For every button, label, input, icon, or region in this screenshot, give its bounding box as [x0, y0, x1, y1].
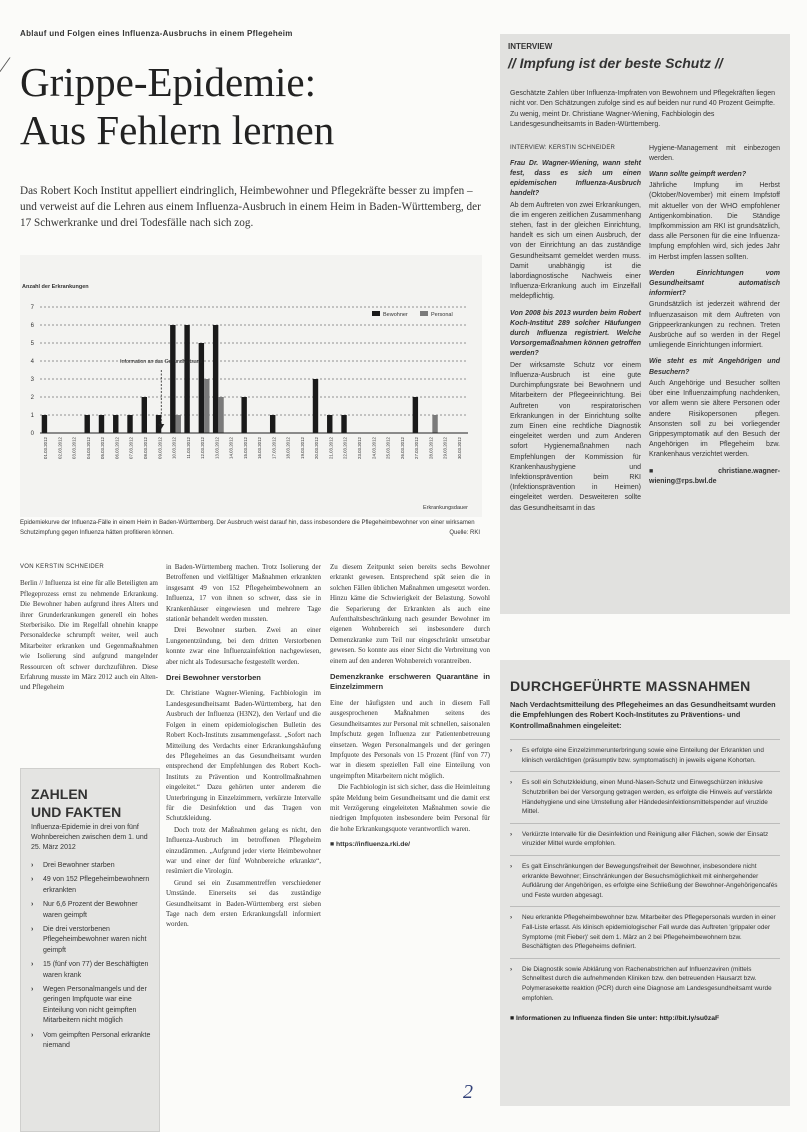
facts-intro: Influenza-Epidemie in drei von fünf Wohnbereichen zwischen dem 1. und 25. März 2012 [31, 824, 148, 851]
bar-bewohner [313, 379, 318, 433]
x-tick-label: 23.03.2012 [357, 437, 362, 459]
x-tick-label: 22.03.2012 [342, 437, 348, 459]
bar-bewohner [341, 415, 346, 433]
facts-box [20, 768, 160, 1132]
bar-personal [176, 415, 181, 433]
y-tick-label: 7 [30, 305, 34, 311]
measures-item: › Die Diagnostik sowie Abklärung von Rachenabstrichen auf Influenzaviren (mittels Schnelltest durch die aufnehmenden Kliniken bzw. den betreuenden Hausarzt bzw. Polymerasekette reaktion (PCR) durch eine Diagnose am Landesgesundheitsamt wurde empfohlen. [510, 958, 780, 1009]
interview-box [500, 34, 790, 614]
article-column-1 [20, 562, 158, 694]
y-tick-label: 1 [30, 413, 34, 419]
interview-title: // Impfung ist der beste Schutz // [508, 55, 723, 71]
interview-email[interactable]: ■ christiane.wagner-wiening@rps.bwl.de [649, 467, 780, 485]
col3-subheading: Demenzkranke erschweren Quarantäne in Einzelzimmern [330, 672, 490, 692]
lead-paragraph: Das Robert Koch Institut appelliert eindringlich, Heimbewohner und Pflegekräfte besser zu impfen – und verweist auf die Lehren aus einem Influenza-Ausbruch in einem Heim in Baden-Württemberg, der 17 Schwerkranke und drei Todesfälle nach sich zog. [20, 185, 481, 229]
title-line-2: Aus Fehlern lernen [20, 107, 335, 153]
col3-paragraph: Eine der häufigsten und auch in diesem Fall ausgesprochenen Maßnahmen seitens des Gesundheitsamtes zur Personal mit schnellen, saisonalen Impfschutz gegen Influenza zur Patientenbetreuung einsetzen. Wegen Personalmangels und der geringen Impfquote des Personals von 15 Prozent (fünf von 77) war in diesem speziellen Fall eine Einteilung von ungeimpften Mitarbeitern nicht möglich. [330, 698, 490, 780]
interview-byline: INTERVIEW: KERSTIN SCHNEIDER [510, 144, 616, 151]
col2-paragraph: Drei Bewohner starben. Zwei an einer Lungenentzündung, bei dem dritten Verstorbenen konnte zwar eine Influenzainfektion nachgewiesen, aber nicht als Todesursache festgestellt werden. [166, 626, 321, 666]
interview-col-right [649, 143, 780, 514]
interview-question: Wann sollte geimpft werden? [649, 171, 747, 179]
facts-title: ZAHLEN UND FAKTEN [31, 786, 122, 820]
x-tick-label: 29.03.2012 [442, 437, 448, 459]
page-number: 2 [463, 1081, 473, 1103]
y-axis-label: Anzahl der Erkrankungen [22, 284, 89, 290]
x-tick-label: 24.03.2012 [371, 437, 377, 459]
facts-item: › Vom geimpften Personal erkrankte niemand [31, 1031, 151, 1052]
col2-paragraph: Doch trotz der Maßnahmen gelang es nicht, den Influenza-Ausbruch im betroffenen Pflegeheim einzudämmen. „Aufgrund jeder vierte Heimbewohner war und einer der fünf Wohnbereiche erkrankte“, resümiert die Virologin. [166, 825, 321, 876]
measures-item: › Es soll ein Schutzkleidung, einen Mund-Nasen-Schutz und Einwegschürzen inklusive Schutzbrillen bei der Versorgung getragen werden, es erfolgte die Hinweis auf verstärkte Händehygiene und eine Umstellung aller Händedesinfektionsmittelspender auf viruzide Mittel. [510, 771, 780, 822]
facts-item: › 15 (fünf von 77) der Beschäftigten waren krank [31, 960, 151, 981]
rki-link[interactable]: ■ https://influenza.rki.de/ [330, 841, 411, 849]
x-tick-label: 25.03.2012 [385, 437, 391, 459]
x-tick-label: 12.03.2012 [200, 437, 206, 459]
measures-intro: Nach Verdachtsmitteilung des Pflegeheimes an das Gesundheitsamt wurden die Empfehlungen des Robert Koch-Institutes zu Präventions- und Kontrollmaßnahmen eingeleitet: [510, 700, 776, 730]
bar-bewohner [413, 397, 418, 433]
x-axis-label: Erkrankungsdauer [423, 505, 468, 511]
x-tick-label: 02.03.2012 [57, 437, 63, 459]
author-byline: VON KERSTIN SCHNEIDER [20, 564, 104, 570]
x-tick-label: 09.03.2012 [157, 437, 163, 459]
y-tick-label: 2 [30, 395, 34, 401]
interview-answer: Hygiene-Management mit einbezogen werden. [649, 144, 780, 162]
title-line-1: Grippe-Epidemie: [20, 59, 317, 105]
x-tick-label: 13.03.2012 [214, 437, 220, 459]
col1-text: Berlin // Influenza ist eine für alle Beteiligten am Pflegeprozess ernst zu nehmende Erkrankung. Die Bewohner haben aufgrund ihres Alters und ihrer Grunderkrankungen generell ein hohes Sterberisiko. Die im Regelfall ohnehin knappe Personaldecke schrumpft weiter, weil auch Mitarbeiter erkranken und Gegenmaßnahmen wie Isolierung sind aufgrund mangelnder Ressourcen oft schwer durchzuführen. Diese Erfahrung musste im März 2012 auch ein Alten- und Pflegeheim [20, 579, 158, 692]
x-tick-label: 04.03.2012 [85, 437, 91, 459]
facts-item: › Die drei verstorbenen Pflegeheimbewohner waren nicht geimpft [31, 925, 151, 956]
interview-tag: INTERVIEW [508, 42, 553, 51]
measures-title: DURCHGEFÜHRTE MASSNAHMEN [510, 678, 751, 694]
bar-bewohner [99, 415, 104, 433]
bar-bewohner [170, 325, 175, 433]
annotation-text: Information an das Gesundheitsamt [120, 358, 203, 365]
x-tick-label: 14.03.2012 [228, 437, 234, 459]
bar-bewohner [85, 415, 90, 433]
bar-bewohner [270, 415, 275, 433]
measures-item: › Verkürzte Intervalle für die Desinfektion und Reinigung aller Flächen, sowie der Einsatz viruzider Mittel wurde empfohlen. [510, 823, 780, 855]
y-tick-label: 0 [30, 431, 34, 437]
interview-question: Von 2008 bis 2013 wurden beim Robert Koch-Institut 289 solcher Häufungen durch Influenza registriert. Welche Vorsorgemaßnahmen können getroffen werden? [510, 309, 641, 358]
bar-bewohner [127, 415, 132, 433]
bar-bewohner [113, 415, 118, 433]
x-tick-label: 07.03.2012 [128, 437, 134, 459]
measures-list [500, 739, 790, 1009]
measures-box [500, 660, 790, 1106]
interview-answer: Grundsätzlich ist jederzeit während der Influenzasaison mit dem Auftreten von Grippeerkrankungen zu rechnen. Treten Ausbrüche auf so werden in der Regel umliegende Einrichtungen informiert. [649, 301, 780, 350]
interview-question: Werden Einrichtungen vom Gesundheitsamt automatisch informiert? [649, 269, 780, 298]
x-tick-label: 19.03.2012 [299, 437, 305, 459]
col3-paragraph: Die Fachbiologin ist sich sicher, dass die Heimleitung späte Meldung beim Gesundheitsamt und die damit erst mit Verzögerung eingeleiteten Maßnahmen sowie die niedrigen Impfquoten insbesondere beim Personal für die hohe Erkrankungsquote verantwortlich waren. [330, 783, 490, 833]
interview-answer: Der wirksamste Schutz vor einem Influenza-Ausbruch ist eine gute Durchimpfungsrate bei Bewohnern und Mitarbeitern der Pflegeeinrichtung. Bei Auftreten von respiratorischen Erkrankungen in der Einrichtung sollte zum Einen eine rechtliche Diagnostik eingeleitet werden und zum Anderen sofort Hygienemaßnahmen nach Empfehlungen der Kommission für Krankenhaushygiene und Infektionsprävention beim RKI (Infektionsprävention in Heimen) eingeleitet werden. Desweiteren sollte das Gesundheitsamt in das [510, 361, 641, 512]
col3-paragraph: Zu diesem Zeitpunkt seien bereits sechs Bewohner erkrankt gewesen. Entsprechend spät seien die in solchen Fällen üblichen Maßnahmen umgesetzt worden. Hinzu käme die Schwierigkeit der Belastung. Sowohl die Separierung der Erkrankten als auch eine Aufenthaltsbeschränkung nach gesunder Bewohner im eigenen Wohnbereich sei insbesondere durch Demenzkranke zum Teil nur eingeschränkt umsetzbar gewesen. So konnte aus einer Sicht die Verbreitung von einem auf den anderen Wohnbereich vorantreiben. [330, 563, 490, 665]
legend-swatch-bewohner [372, 311, 380, 316]
interview-question: Frau Dr. Wagner-Wiening, wann steht fest, dass es sich um einen epidemischen Influenza-Ausbruch handelt? [510, 159, 641, 198]
bar-personal [204, 379, 209, 433]
measures-link[interactable]: ■ Informationen zu Influenza finden Sie unter: http://bit.ly/su0zaF [510, 1015, 720, 1023]
article-column-3 [330, 562, 490, 851]
x-tick-label: 21.03.2012 [328, 437, 334, 459]
x-tick-label: 20.03.2012 [314, 437, 320, 459]
x-tick-label: 18.03.2012 [285, 437, 291, 459]
caption-source: Quelle: RKI [449, 530, 480, 536]
measures-item: › Es galt Einschränkungen der Bewegungsfreiheit der Bewohner, insbesondere nicht erkrankte Bewohner; Einschränkungen der Besuchsmöglichkeit mit einhergehender Aufklärung der Angehörigen, es erfolgte eine Schließung der Bewohner-Angehörigencafés und Feste wurden abgesagt. [510, 855, 780, 906]
chart-svg [20, 255, 482, 517]
legend-swatch-personal [420, 311, 428, 316]
x-tick-label: 26.03.2012 [399, 437, 405, 459]
x-tick-label: 16.03.2012 [257, 437, 263, 459]
kicker: Ablauf und Folgen eines Influenza-Ausbruchs in einem Pflegeheim [20, 29, 293, 38]
article-column-2 [166, 562, 321, 931]
margin-mark: ⁄ [3, 52, 7, 77]
facts-list [21, 861, 159, 1052]
x-tick-label: 30.03.2012 [456, 437, 462, 459]
bar-bewohner [199, 343, 204, 433]
interview-lead: Geschätzte Zahlen über Influenza-Impfraten von Bewohnern und Pflegekräften liegen nicht vor. Den Schätzungen zufolge sind es auf beiden nur rund 40 Prozent Geimpfte. Zu wenig, meint Dr. Christiane Wagner-Wiening, Fachbiologin des Landesgesundheitsamts in Baden-Württemberg. [510, 90, 775, 129]
y-tick-label: 6 [30, 323, 34, 329]
interview-answer: Jährliche Impfung im Herbst (Oktober/November) mit einem Impfstoff mit aktueller von der WHO empfohlener Antigenkombination. Die Ständige Impfkommission am RKI ist grundsätzlich, dass alle Personen für die eine Influenza-Impfung empfohlen wird, sich jedes Jahr im Herbst impfen lassen sollten. [649, 182, 780, 261]
measures-item: › Neu erkrankte Pflegeheimbewohner bzw. Mitarbeiter des Pflegepersonals wurden in einer Fall-Liste erfasst. Als klinisch epidemiologischer Fall wurde das Auftreten 'grippaler oder Symptome (mit Fieber)' seit dem 1. März an 2 bei Pflegeheimbewohnern bzw. Beschäftigten des Pflegeheims definiert. [510, 906, 780, 957]
y-tick-label: 3 [30, 377, 34, 383]
interview-columns [510, 143, 780, 514]
col2-paragraph: Dr. Christiane Wagner-Wiening, Fachbiologin im Landesgesundheitsamt Baden-Württemberg, hat den Ausbruch der Influenza (H3N2), den Verlauf und die Folgen in einem epidemiologischen Bulletin des Robert Koch-Instituts zusammengefasst. „Sofort nach Mitteilung des Verdachts einer Erkrankungshäufung des Pflegeheimes an das Gesundheitsamt wurden entsprechend der Empfehlungen des Robert Koch-Instituts zu Prävention und Kontrollmaßnahmen eingeleitet.“ Dazu gehörten unter anderem die Unterbringung in Einzelzimmern, verkürzte Intervalle für die Desinfektion und das Tragen von Schutzkleidung. [166, 689, 321, 823]
bar-personal [218, 397, 223, 433]
interview-question: Wie steht es mit Angehörigen und Besuchern? [649, 358, 780, 376]
x-tick-label: 01.03.2012 [43, 437, 49, 459]
x-tick-label: 08.03.2012 [143, 437, 148, 459]
caption-text: Epidemiekurve der Influenza-Fälle in einem Heim in Baden-Württemberg. Der Ausbruch weist darauf hin, dass insbesondere die Pflegeheimbewohner von einer wirksamen Schutzimpfung gegen Influenza hätten profitieren können. [20, 520, 475, 536]
bar-bewohner [184, 325, 189, 433]
interview-col-left [510, 143, 641, 514]
y-tick-label: 4 [30, 359, 34, 365]
facts-item: › Drei Bewohner starben [31, 861, 151, 871]
x-tick-label: 06.03.2012 [114, 437, 120, 459]
bar-bewohner [213, 325, 218, 433]
x-tick-label: 27.03.2012 [414, 437, 420, 459]
bar-bewohner [142, 397, 147, 433]
col2-subheading: Drei Bewohner verstorben [166, 673, 261, 683]
x-tick-label: 10.03.2012 [171, 437, 177, 459]
facts-item: › Wegen Personalmangels und der geringen Impfquote war eine Einteilung von nicht geimpften Mitarbeitern nicht möglich [31, 985, 151, 1027]
bar-bewohner [241, 397, 246, 433]
interview-answer: Auch Angehörige und Besucher sollten über eine Influenzaimpfung nachdenken, vor allem wenn sie ältere Personen oder andere Risikopersonen pflegen. Ansonsten soll zu bei vorliegender Grippesymptomatik auf den Besuch der Angehörigen im Pflegeheim bzw. Krankenhaus verzichtet werden. [649, 379, 780, 459]
bar-bewohner [42, 415, 47, 433]
bar-bewohner [327, 415, 332, 433]
facts-item: › 49 von 152 Pflegeheimbewohnern erkrankten [31, 875, 151, 896]
col2-paragraph: Grund sei ein Zusammentreffen verschiedener Umstände. Einerseits sei das zuständige Gesundheitsamt in Baden-Württemberg erst sieben Tage nach dem ersten Erkrankungsfall informiert worden. [166, 878, 321, 929]
interview-answer: Ab dem Auftreten von zwei Erkrankungen, die im engeren zeitlichen Zusammenhang stehen, fast in der gleichen Einrichtung, handelt es sich um einen Ausbruch, der von der Einrichtung an das zuständige Gesundheitsamt gemeldet werden muss. Damit unabhängig ist die labordiagnostische Nachweis einer Influenza-Erkrankung auch im Einzelfall meldepflichtig. [510, 201, 641, 301]
x-tick-label: 15.03.2012 [242, 437, 248, 459]
legend-label: Bewohner [383, 312, 408, 318]
x-tick-label: 17.03.2012 [271, 437, 277, 459]
x-tick-label: 05.03.2012 [100, 437, 106, 459]
epidemic-chart [20, 255, 482, 517]
col2-paragraph: in Baden-Württemberg machen. Trotz Isolierung der Betroffenen und vielfältiger Maßnahmen erkrankten insgesamt 49 von 152 Pflegeheimbewohnern an Influenza, 17 von ihnen so schwer, dass sie in Krankenhäuser eingewiesen und mehrere Tage stationär behandelt werden mussten. [166, 563, 321, 624]
chart-background [20, 255, 482, 517]
x-tick-label: 28.03.2012 [428, 437, 434, 459]
measures-item: › Es erfolgte eine Einzelzimmerunterbringung sowie eine Einteilung der Erkrankten und klinisch verdächtigen (präsumptiv bzw. symptomatisch) in jeweils eigene Kohorten. [510, 739, 780, 771]
facts-item: › Nur 6,6 Prozent der Bewohner waren geimpft [31, 900, 151, 921]
legend-label: Personal [431, 312, 453, 318]
y-tick-label: 5 [30, 341, 34, 347]
x-tick-label: 03.03.2012 [71, 437, 77, 459]
chart-caption [20, 518, 480, 538]
x-tick-label: 11.03.2012 [185, 437, 191, 459]
page-title [20, 58, 490, 154]
bar-personal [432, 415, 437, 433]
